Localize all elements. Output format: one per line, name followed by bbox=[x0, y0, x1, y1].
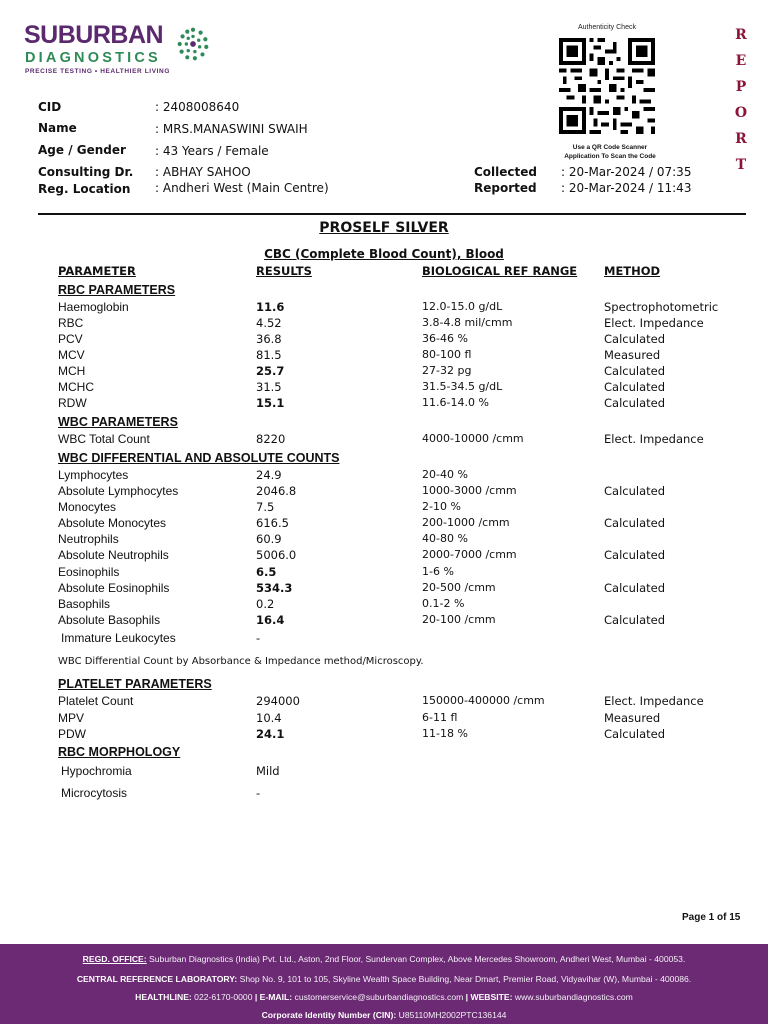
method-value: Calculated bbox=[604, 484, 666, 498]
age-gender-label: Age / Gender bbox=[38, 143, 126, 157]
report-vertical-label bbox=[733, 22, 749, 178]
qr-note-line1: Use a QR Code Scanner bbox=[572, 144, 648, 151]
reference-range: 4000-10000 /cmm bbox=[422, 432, 524, 445]
test-subtitle-text: CBC (Complete Blood Count), Blood bbox=[264, 247, 504, 261]
table-row bbox=[0, 597, 768, 613]
footer-cin bbox=[0, 1010, 768, 1020]
location-label: Reg. Location bbox=[38, 182, 131, 196]
result-value: 10.4 bbox=[256, 711, 282, 725]
result-value: 24.1 bbox=[256, 727, 285, 741]
param-name: WBC Total Count bbox=[58, 432, 150, 446]
brand-name-top: SUBURBAN bbox=[24, 21, 164, 49]
patient-name-value: : MRS.MANASWINI SWAIH bbox=[155, 122, 308, 136]
param-name: Platelet Count bbox=[58, 694, 134, 708]
param-name: MPV bbox=[58, 711, 85, 725]
footer-cin-value: U85110MH2002PTC136144 bbox=[396, 1010, 507, 1020]
table-row bbox=[0, 565, 768, 581]
method-value: Calculated bbox=[604, 396, 666, 410]
brand-name-bottom: DIAGNOSTICS bbox=[25, 50, 161, 66]
table-row bbox=[0, 581, 768, 597]
cid-label: CID bbox=[38, 100, 62, 114]
result-value: 7.5 bbox=[256, 500, 275, 514]
footer-website-label: WEBSITE: bbox=[470, 992, 513, 1002]
footer-regd-label: REGD. OFFICE: bbox=[82, 954, 147, 964]
result-value: Mild bbox=[256, 764, 280, 778]
section-wbc-parameters: WBC PARAMETERS bbox=[58, 415, 178, 429]
reported-value: : 20-Mar-2024 / 11:43 bbox=[561, 181, 692, 195]
result-value: 36.8 bbox=[256, 332, 282, 346]
param-name: Monocytes bbox=[58, 500, 117, 514]
reference-range: 40-80 % bbox=[422, 532, 468, 545]
table-row bbox=[0, 468, 768, 484]
result-value: 534.3 bbox=[256, 581, 293, 595]
table-row bbox=[0, 694, 768, 710]
result-value: 2046.8 bbox=[256, 484, 297, 498]
param-name: Hypochromia bbox=[61, 764, 132, 778]
table-row bbox=[0, 348, 768, 364]
method-value: Calculated bbox=[604, 380, 666, 394]
param-name: Absolute Eosinophils bbox=[58, 581, 170, 595]
table-row bbox=[0, 484, 768, 500]
report-letter: T bbox=[735, 157, 747, 173]
method-value: Calculated bbox=[604, 581, 666, 595]
reported-label: Reported bbox=[474, 181, 537, 195]
report-letter: E bbox=[735, 53, 747, 69]
reference-range: 11.6-14.0 % bbox=[422, 396, 489, 409]
method-value: Calculated bbox=[604, 548, 666, 562]
reference-range: 150000-400000 /cmm bbox=[422, 694, 545, 707]
doctor-label: Consulting Dr. bbox=[38, 165, 134, 179]
result-value: 16.4 bbox=[256, 613, 285, 627]
reference-range: 27-32 pg bbox=[422, 364, 472, 377]
result-value: 11.6 bbox=[256, 300, 285, 314]
differential-method-note: WBC Differential Count by Absorbance & Impedance method/Microscopy. bbox=[58, 656, 424, 667]
col-header-results: RESULTS bbox=[256, 264, 312, 278]
param-name: Eosinophils bbox=[58, 565, 120, 579]
table-row bbox=[0, 613, 768, 629]
reference-range: 20-100 /cmm bbox=[422, 613, 496, 626]
method-value: Calculated bbox=[604, 332, 666, 346]
table-row bbox=[0, 316, 768, 332]
footer-crl-text: Shop No. 9, 101 to 105, Skyline Wealth Space Building, Near Dmart, Premier Road, Vidyavihar (W), Mumbai - 400086. bbox=[237, 974, 692, 984]
report-letter: P bbox=[735, 79, 747, 95]
footer-crl-label: CENTRAL REFERENCE LABORATORY: bbox=[76, 974, 238, 984]
reference-range: 6-11 fl bbox=[422, 711, 458, 724]
report-title bbox=[0, 220, 768, 236]
result-value: 6.5 bbox=[256, 565, 277, 579]
table-row bbox=[0, 548, 768, 564]
footer-cin-label: Corporate Identity Number (CIN): bbox=[261, 1010, 397, 1020]
param-name: RBC bbox=[58, 316, 84, 330]
footer-email-link[interactable]: customerservice@suburbandiagnostics.com bbox=[292, 992, 464, 1002]
reference-range: 20-500 /cmm bbox=[422, 581, 496, 594]
result-value: 81.5 bbox=[256, 348, 282, 362]
table-row bbox=[0, 332, 768, 348]
method-value: Calculated bbox=[604, 613, 666, 627]
param-name: MCV bbox=[58, 348, 85, 362]
col-header-parameter: PARAMETER bbox=[58, 264, 136, 278]
method-value: Spectrophotometric bbox=[604, 300, 719, 314]
param-name: Immature Leukocytes bbox=[61, 631, 176, 645]
table-row bbox=[0, 631, 768, 647]
method-value: Calculated bbox=[604, 516, 666, 530]
footer-website-link[interactable]: www.suburbandiagnostics.com bbox=[512, 992, 633, 1002]
footer-central-lab bbox=[0, 974, 768, 984]
cid-value: : 2408008640 bbox=[155, 100, 240, 114]
reference-range: 31.5-34.5 g/dL bbox=[422, 380, 503, 393]
footer-email-label: E-MAIL: bbox=[259, 992, 293, 1002]
param-name: Haemoglobin bbox=[58, 300, 129, 314]
result-value: 24.9 bbox=[256, 468, 282, 482]
table-row bbox=[0, 364, 768, 380]
table-row bbox=[0, 727, 768, 743]
brand-logo bbox=[24, 22, 224, 78]
result-value: 0.2 bbox=[256, 597, 275, 611]
reference-range: 0.1-2 % bbox=[422, 597, 465, 610]
param-name: RDW bbox=[58, 396, 87, 410]
authenticity-title: Authenticity Check bbox=[578, 24, 636, 31]
method-value: Calculated bbox=[604, 364, 666, 378]
param-name: Microcytosis bbox=[61, 786, 128, 800]
qr-note-line2: Application To Scan the Code bbox=[564, 153, 656, 160]
param-name: Neutrophils bbox=[58, 532, 119, 546]
param-name: Basophils bbox=[58, 597, 111, 611]
method-value: Elect. Impedance bbox=[604, 694, 704, 708]
brand-emblem-icon bbox=[174, 25, 212, 63]
param-name: Absolute Lymphocytes bbox=[58, 484, 179, 498]
report-letter: R bbox=[735, 27, 747, 43]
section-rbc-morphology: RBC MORPHOLOGY bbox=[58, 745, 181, 759]
table-row bbox=[0, 432, 768, 448]
result-value: 60.9 bbox=[256, 532, 282, 546]
footer-healthline-label: HEALTHLINE: bbox=[135, 992, 192, 1002]
col-header-ref: BIOLOGICAL REF RANGE bbox=[422, 264, 578, 278]
location-value: : Andheri West (Main Centre) bbox=[155, 181, 329, 195]
section-rbc-parameters: RBC PARAMETERS bbox=[58, 283, 176, 297]
footer-healthline[interactable]: 022-6170-0000 bbox=[191, 992, 253, 1002]
section-platelet-parameters: PLATELET PARAMETERS bbox=[58, 677, 212, 691]
brand-tagline: PRECISE TESTING • HEALTHIER LIVING bbox=[25, 68, 170, 75]
result-value: 15.1 bbox=[256, 396, 285, 410]
footer-regd-office bbox=[0, 954, 768, 964]
method-value: Elect. Impedance bbox=[604, 316, 704, 330]
reference-range: 80-100 fl bbox=[422, 348, 472, 361]
param-name: PDW bbox=[58, 727, 86, 741]
result-value: 616.5 bbox=[256, 516, 289, 530]
result-value: 294000 bbox=[256, 694, 300, 708]
doctor-value: : ABHAY SAHOO bbox=[155, 165, 251, 179]
result-value: 25.7 bbox=[256, 364, 285, 378]
reference-range: 3.8-4.8 mil/cmm bbox=[422, 316, 513, 329]
reference-range: 1000-3000 /cmm bbox=[422, 484, 517, 497]
reference-range: 1-6 % bbox=[422, 565, 454, 578]
result-value: 31.5 bbox=[256, 380, 282, 394]
collected-value: : 20-Mar-2024 / 07:35 bbox=[561, 165, 692, 179]
table-row bbox=[0, 532, 768, 548]
report-letter: O bbox=[734, 105, 748, 121]
param-name: Lymphocytes bbox=[58, 468, 129, 482]
table-row bbox=[0, 711, 768, 727]
param-name: Absolute Basophils bbox=[58, 613, 161, 627]
header-divider bbox=[38, 213, 746, 215]
result-value: 4.52 bbox=[256, 316, 282, 330]
qr-instructions bbox=[540, 143, 680, 161]
footer-regd-text: Suburban Diagnostics (India) Pvt. Ltd., Aston, 2nd Floor, Sundervan Complex, Above Mercedes Showroom, Andheri West, Mumbai - 400053. bbox=[146, 954, 686, 964]
param-name: PCV bbox=[58, 332, 83, 346]
table-row bbox=[0, 786, 768, 802]
table-row bbox=[0, 300, 768, 316]
param-name: Absolute Neutrophils bbox=[58, 548, 169, 562]
report-title-text: PROSELF SILVER bbox=[319, 220, 449, 236]
param-name: MCHC bbox=[58, 380, 94, 394]
reference-range: 12.0-15.0 g/dL bbox=[422, 300, 503, 313]
report-letter: R bbox=[735, 131, 747, 147]
section-wbc-differential: WBC DIFFERENTIAL AND ABSOLUTE COUNTS bbox=[58, 451, 340, 465]
reference-range: 36-46 % bbox=[422, 332, 468, 345]
table-row bbox=[0, 380, 768, 396]
qr-code-icon bbox=[556, 38, 658, 134]
param-name: Absolute Monocytes bbox=[58, 516, 167, 530]
result-value: - bbox=[256, 631, 261, 645]
method-value: Measured bbox=[604, 348, 661, 362]
method-value: Measured bbox=[604, 711, 661, 725]
result-value: 5006.0 bbox=[256, 548, 297, 562]
reference-range: 2000-7000 /cmm bbox=[422, 548, 517, 561]
method-value: Calculated bbox=[604, 727, 666, 741]
result-value: - bbox=[256, 786, 261, 800]
result-value: 8220 bbox=[256, 432, 286, 446]
param-name: MCH bbox=[58, 364, 86, 378]
reference-range: 20-40 % bbox=[422, 468, 468, 481]
footer-band bbox=[0, 944, 768, 1024]
table-row bbox=[0, 396, 768, 412]
reference-range: 2-10 % bbox=[422, 500, 461, 513]
test-subtitle bbox=[0, 247, 768, 261]
table-row bbox=[0, 500, 768, 516]
col-header-method: METHOD bbox=[604, 264, 661, 278]
reference-range: 200-1000 /cmm bbox=[422, 516, 510, 529]
name-label: Name bbox=[38, 121, 77, 135]
method-value: Elect. Impedance bbox=[604, 432, 704, 446]
page-number: Page 1 of 15 bbox=[682, 912, 741, 923]
footer-contact: HEALTHLINE: 022-6170-0000 | E-MAIL: customerservice@suburbandiagnostics.com | WEBSITE: www.suburbandiagnostics.com bbox=[135, 992, 633, 1002]
age-gender-value: : 43 Years / Female bbox=[155, 144, 269, 158]
reference-range: 11-18 % bbox=[422, 727, 468, 740]
table-row bbox=[0, 516, 768, 532]
table-row bbox=[0, 764, 768, 780]
collected-label: Collected bbox=[474, 165, 537, 179]
